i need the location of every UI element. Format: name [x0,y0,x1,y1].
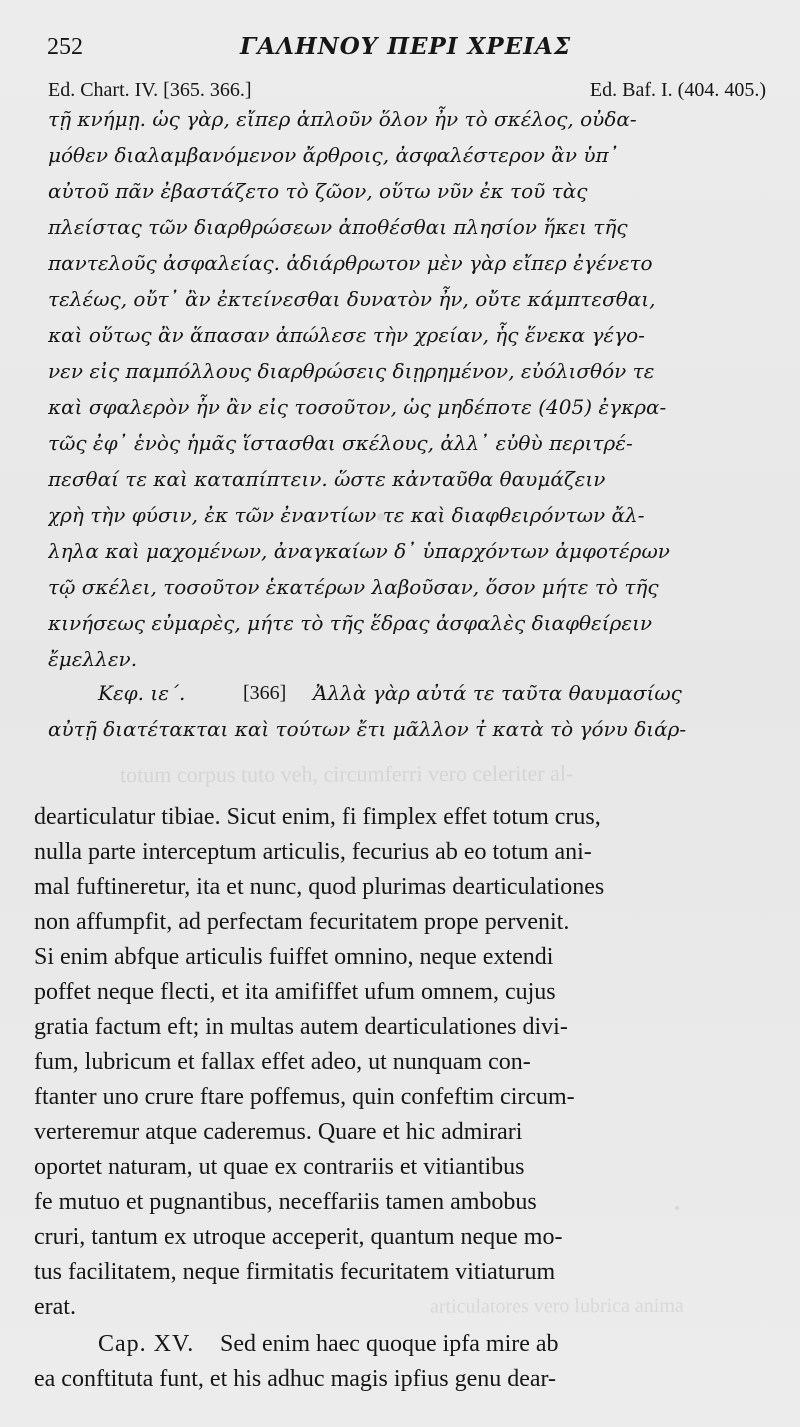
greek-text-line: κινήσεως εὐμαρὲς, μήτε τὸ τῆς ἕδρας ἀσφαλὲς διαφθείρειν [48,611,653,635]
latin-text-line: poffet neque flecti, et ita amififfet ufum omnem, cujus [34,979,556,1005]
greek-chapter-opening-text: Ἀλλὰ γὰρ αὐτά τε ταῦτα θαυμασίως [313,681,682,705]
latin-text-line: Si enim abfque articulis fuiffet omnino, neque extendi [34,944,554,970]
latin-text-line: ftanter uno crure ftare poffemus, quin confeftim circum- [34,1084,575,1110]
greek-text-line: ἔμελλεν. [48,647,138,671]
latin-text-line: nulla parte interceptum articulis, fecurius ab eo totum ani- [34,839,592,865]
greek-text-line: πλείστας τῶν διαρθρώσεων ἀποθέσθαι πλησίον ἥκει τῆς [48,215,628,239]
greek-text-line: καὶ σφαλερὸν ἦν ἂν εἰς τοσοῦτον, ὡς μηδέποτε (405) ἐγκρα- [48,395,667,419]
greek-text-line: τῶς ἐφ᾽ ἑνὸς ἡμᾶς ἵστασθαι σκέλους, ἀλλ᾽ εὐθὺ περιτρέ- [48,431,633,455]
greek-text-line: τῷ σκέλει, τοσοῦτον ἑκατέρων λαβοῦσαν, ὅσον μήτε τὸ τῆς [48,575,659,599]
bleed-through-text: totum corpus tuto veh, circumferri vero celeriter al- [119,760,574,788]
chartier-edition-reference: Ed. Chart. IV. [365. 366.] [48,79,252,101]
latin-chapter-heading-line [34,1325,766,1363]
greek-chapter-page-marker: [366] [243,682,287,704]
greek-text-line: αὐτοῦ πᾶν ἐβαστάζετο τὸ ζῶον, οὕτω νῦν ἐκ τοῦ τὰς [48,179,588,203]
greek-chapter-heading-line [48,677,766,709]
latin-text-line: tus facilitatem, neque firmitatis fecuritatem vitiaturum [34,1259,556,1285]
greek-text-line: παντελοῦς ἀσφαλείας. ἀδιάρθρωτον μὲν γὰρ εἴπερ ἐγένετο [48,251,653,275]
latin-text-line: cruri, tantum ex utroque acceperit, quantum neque mo- [34,1224,563,1250]
page-header [47,27,767,67]
greek-text-line: ληλα καὶ μαχομένων, ἀναγκαίων δ᾽ ὑπαρχόντων ἀμφοτέρων [48,539,670,563]
latin-text-line: fum, lubricum et fallax effet adeo, ut nunquam con- [34,1049,531,1075]
greek-text-block [48,103,768,743]
greek-text-line: νεν εἰς παμπόλλους διαρθρώσεις διῃρημένον, εὐόλισθόν τε [48,359,655,383]
latin-text-line: oportet naturam, ut quae ex contrariis et vitiantibus [34,1154,525,1180]
latin-text-line: verteremur atque caderemus. Quare et hic admirari [34,1119,523,1145]
latin-text-line: fe mutuo et pugnantibus, neceffariis tamen ambobus [34,1189,537,1215]
latin-text-line: dearticulatur tibiae. Sicut enim, fi fimplex effet totum crus, [34,804,601,830]
greek-text-line: αὐτῇ διατέτακται καὶ τούτων ἔτι μᾶλλον τ̓ κατὰ τὸ γόνυ διάρ- [48,717,687,741]
bleed-through-text: articulatores vero lubrica anima [429,1294,684,1318]
latin-text-line: gratia factum eft; in multas autem dearticulationes divi- [34,1014,568,1040]
greek-text-line: μόθεν διαλαμβανόμενον ἄρθροις, ἀσφαλέστερον ἂν ὑπ᾽ [48,143,619,167]
greek-text-line: πεσθαί τε καὶ καταπίπτειν. ὥστε κἀνταῦθα θαυμάζειν [48,467,606,491]
latin-chapter-label: Cap. XV. [98,1331,195,1357]
page-number: 252 [47,34,83,60]
latin-text-line: mal fuftineretur, ita et nunc, quod plurimas dearticulationes [34,874,605,900]
greek-text-line: καὶ οὕτως ἂν ἅπασαν ἀπώλεσε τὴν χρείαν, ἧς ἕνεκα γέγο- [48,323,645,347]
latin-text-block [34,798,768,1398]
edition-reference-line [48,73,766,107]
running-title: ΓΑΛΗΝΟΥ ΠΕΡΙ ΧΡΕΙΑΣ [240,33,572,60]
greek-text-line: τῇ κνήμῃ. ὡς γὰρ, εἴπερ ἁπλοῦν ὅλον ἦν τὸ σκέλος, οὐδα- [48,107,637,131]
basel-edition-reference: Ed. Baf. I. (404. 405.) [589,79,766,101]
greek-chapter-label: Κεφ. ιε΄. [98,681,186,705]
latin-text-line: ea conftituta funt, et his adhuc magis ipfius genu dear- [34,1366,557,1392]
latin-chapter-opening-text: Sed enim haec quoque ipfa mire ab [220,1331,559,1357]
latin-text-line: non affumpfit, ad perfectam fecuritatem prope pervenit. [34,909,570,935]
latin-text-line: erat. [34,1294,76,1320]
greek-text-line: χρὴ τὴν φύσιν, ἐκ τῶν ἐναντίων τε καὶ διαφθειρόντων ἄλ- [48,503,645,527]
greek-text-line: τελέως, οὔτ᾽ ἂν ἐκτείνεσθαι δυνατὸν ἦν, οὔτε κάμπτεσθαι, [48,287,656,311]
